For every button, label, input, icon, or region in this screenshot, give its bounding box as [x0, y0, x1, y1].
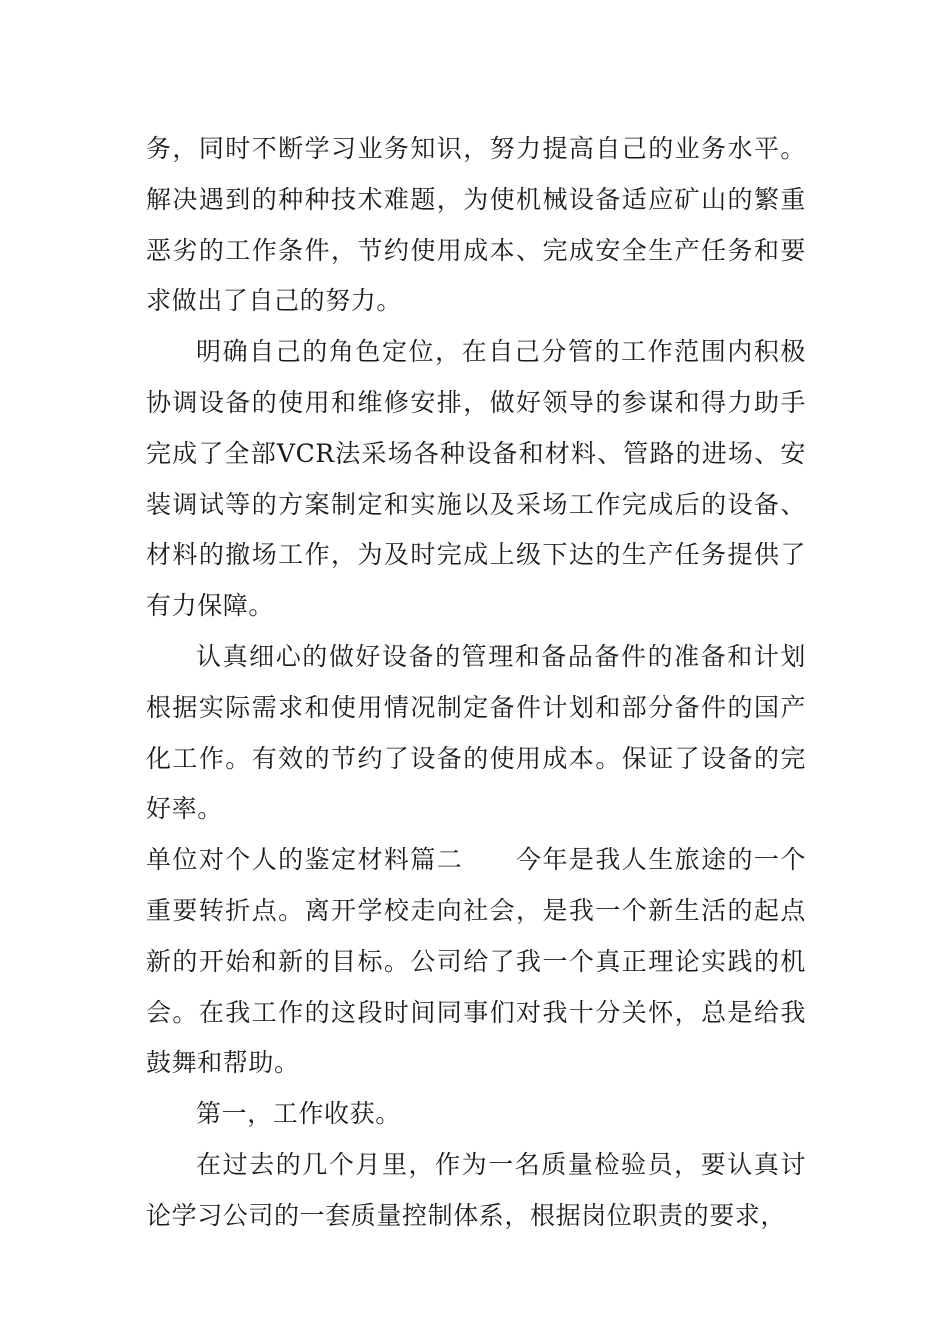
paragraph-6: 在过去的几个月里，作为一名质量检验员，要认真讨论学习公司的一套质量控制体系，根据岗位职责的要求，: [146, 1149, 806, 1230]
paragraph-2: 明确自己的角色定位，在自己分管的工作范围内积极协调设备的使用和维修安排，做好领导的参谋和得力助手完成了全部VCR法采场各种设备和材料、管路的进场、安装调试等的方案制定和实施以及采场工作完成后的设备、材料的撤场工作，为及时完成上级下达的生产任务提供了有力保障。: [146, 337, 806, 621]
paragraph-1: 务，同时不断学习业务知识，努力提高自己的业务水平。解决遇到的种种技术难题，为使机械设备适应矿山的繁重恶劣的工作条件，节约使用成本、完成安全生产任务和要求做出了自己的努力。: [146, 134, 806, 316]
paragraph-4: [146, 835, 806, 1089]
section-heading: 单位对个人的鉴定材料篇二: [146, 845, 464, 875]
paragraph-3: 认真细心的做好设备的管理和备品备件的准备和计划根据实际需求和使用情况制定备件计划和部分备件的国产化工作。有效的节约了设备的使用成本。保证了设备的完好率。: [146, 641, 806, 824]
paragraph-4-text: 今年是我人生旅途的一个重要转折点。离开学校走向社会，是我一个新生活的起点新的开始和新的目标。公司给了我一个真正理论实践的机会。在我工作的这段时间同事们对我十分关怀，总是给我鼓舞和帮助。: [146, 845, 806, 1078]
paragraph-5: 第一，工作收获。: [196, 1099, 401, 1129]
document-body: [146, 124, 806, 1242]
